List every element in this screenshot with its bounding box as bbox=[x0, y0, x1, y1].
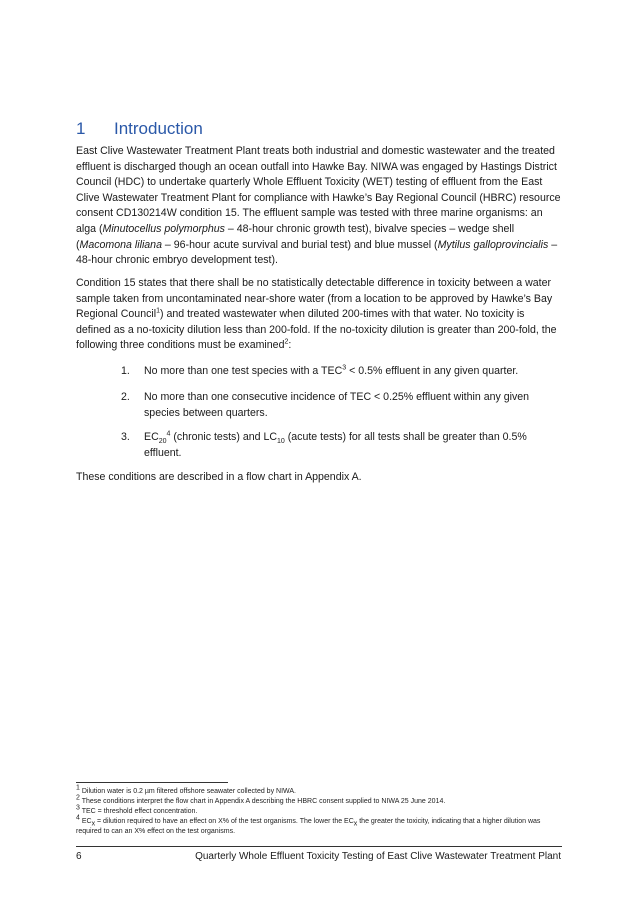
footnote-ref: 3 bbox=[342, 364, 347, 372]
footnote bbox=[76, 804, 562, 817]
text-run: Condition 15 states that there shall be no statistically detectable difference in toxicity between a water sample taken from uncontaminated near-shore water (from a location to be approved by Hawke’s Bay Regional Council bbox=[76, 277, 553, 321]
section-title: Introduction bbox=[114, 119, 203, 138]
text-run: (acute tests) for all tests shall be greater than 0.5% effluent. bbox=[144, 431, 527, 459]
footnote-text: TEC = threshold effect concentration. bbox=[79, 808, 198, 815]
footnote-number: 1 bbox=[76, 784, 80, 792]
running-title: Quarterly Whole Effluent Toxicity Testing of East Clive Wastewater Treatment Plant bbox=[195, 851, 561, 862]
list-item bbox=[121, 390, 561, 421]
footnote-text: Dilution water is 0.2 µm filtered offshore seawater collected by NIWA. bbox=[79, 788, 296, 795]
condition-paragraph bbox=[76, 276, 561, 354]
footnote-text: = dilution required to have an effect on X% of the test organisms. The lower the EC bbox=[95, 818, 354, 825]
text-run: EC bbox=[144, 431, 159, 443]
subscript: 20 bbox=[158, 438, 167, 446]
page-number: 6 bbox=[76, 851, 82, 862]
subscript: x bbox=[91, 820, 96, 828]
footer-divider bbox=[76, 846, 562, 847]
subscript: 10 bbox=[277, 438, 285, 446]
text-run: (chronic tests) and LC bbox=[170, 431, 277, 443]
footnote-ref: 1 bbox=[156, 307, 160, 315]
footnotes bbox=[76, 784, 562, 837]
footnote-ref: 4 bbox=[166, 430, 171, 438]
list-item bbox=[121, 364, 518, 380]
text-run: – 48-hour chronic embryo development test). bbox=[76, 238, 558, 267]
text-run: ) and treated wastewater when diluted 200-times with that water. No toxicity is defined as a no-toxicity dilution less than 200-fold. If the no-toxicity dilution is greater than 200-fold, the following three conditions must be examined bbox=[76, 308, 557, 352]
footnote-number: 3 bbox=[76, 804, 80, 812]
text-run: – 48-hour chronic growth test), bivalve species – wedge shell ( bbox=[76, 222, 515, 251]
text-run: < 0.5% effluent in any given quarter. bbox=[346, 365, 519, 377]
text-run: : bbox=[288, 339, 292, 352]
footnote-number: 2 bbox=[76, 794, 80, 802]
footnote bbox=[76, 794, 562, 807]
intro-paragraph bbox=[76, 144, 561, 269]
footnote-number: 4 bbox=[76, 814, 80, 822]
text-run: No more than one test species with a TEC bbox=[144, 365, 343, 377]
section-heading bbox=[76, 119, 203, 139]
text-run: No more than one consecutive incidence of TEC < 0.25% effluent within any given species between quarters. bbox=[144, 391, 530, 419]
text-run: – 96-hour acute survival and burial test) and blue mussel ( bbox=[161, 238, 438, 251]
list-number: 3. bbox=[121, 431, 130, 443]
species-mussel: Mytilus galloprovincialis bbox=[437, 238, 549, 251]
footnote bbox=[76, 784, 562, 797]
footnote-text: These conditions interpret the flow chart in Appendix A describing the HBRC consent supplied to NIWA 25 June 2014. bbox=[79, 798, 446, 805]
footnote-ref: 2 bbox=[284, 338, 289, 346]
closing-paragraph: These conditions are described in a flow chart in Appendix A. bbox=[76, 471, 362, 483]
list-number: 2. bbox=[121, 391, 130, 403]
list-number: 1. bbox=[121, 365, 130, 377]
species-bivalve: Macomona liliana bbox=[79, 238, 162, 251]
footnote-divider bbox=[76, 782, 228, 783]
list-item bbox=[121, 430, 561, 461]
species-alga: Minutocellus polymorphus bbox=[102, 222, 225, 235]
footnote-text: the greater the toxicity, indicating that a higher dilution was required to can an X% effect on the test organisms. bbox=[76, 818, 541, 835]
footnote bbox=[76, 814, 562, 837]
section-number: 1 bbox=[76, 119, 86, 138]
footnote-text: EC bbox=[79, 818, 92, 825]
subscript: x bbox=[353, 820, 358, 828]
text-run: East Clive Wastewater Treatment Plant treats both industrial and domestic wastewater and the treated effluent is discharged though an ocean outfall into Hawke Bay. NIWA was engaged by Hastings District Council (HDC) to undertake quarterly Whole Effluent Toxicity (WET) testing of effluent from the East Clive Wastewater Treatment Plant for compliance with Hawke’s Bay Regional Council (HBRC) resource consent CD130214W condition 15. The effluent sample was tested with three marine organisms: an alga ( bbox=[76, 145, 561, 235]
